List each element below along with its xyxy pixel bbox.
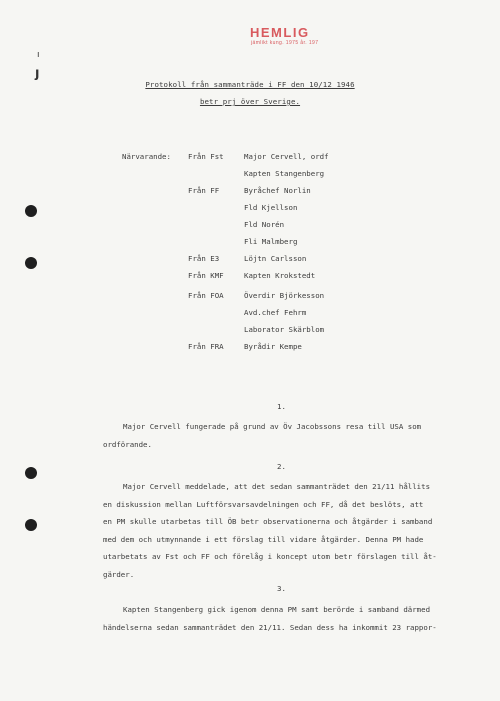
group-from: Från FRA <box>188 342 224 351</box>
attendance-label: Närvarande: <box>122 152 171 161</box>
attendee-name: Laborator Skärblom <box>244 325 325 334</box>
section-number-2: 2. <box>277 462 286 471</box>
attendee-name: Major Cervell, ordf <box>244 152 329 161</box>
section-number-1: 1. <box>277 402 286 411</box>
title-line-1: Protokoll från sammanträde i FF den 10/12 1946 <box>145 80 355 89</box>
attendee-name: Kapten Krokstedt <box>244 271 316 280</box>
attendee-name: Överdir Björkesson <box>244 291 325 300</box>
text-line: en diskussion mellan Luftförsvarsavdelningen och FF, då det beslöts, att <box>103 499 424 509</box>
text-line: med dem och utmynnande i ett förslag till vidare åtgärder. Denna PM hade <box>103 534 424 544</box>
text-line: en PM skulle utarbetas till ÖB betr observationerna och åtgärder i samband <box>103 517 433 527</box>
punch-hole-1 <box>25 205 37 217</box>
attendee-name: Byråchef Norlin <box>244 186 311 195</box>
group-from: Från E3 <box>188 254 220 263</box>
punch-hole-2 <box>25 257 37 269</box>
stamp-subtitle: jämlikt kung. 1975 år. 197 <box>251 40 319 46</box>
section-1-text <box>103 418 473 453</box>
group-from: Från FOA <box>188 291 224 300</box>
text-line: Kapten Stangenberg gick igenom denna PM samt berörde i samband därmed <box>123 605 431 614</box>
section-number-3: 3. <box>277 584 286 593</box>
attendee-name: Kapten Stangenberg <box>244 169 325 178</box>
attendee-name: Löjtn Carlsson <box>244 254 307 263</box>
attendee-name: Avd.chef Fehrm <box>244 308 307 317</box>
text-line: utarbetats av Fst och FF och förelåg i koncept utom betr förslagen till åt- <box>103 552 437 562</box>
attendee-name: Fld Kjellson <box>244 203 298 212</box>
section-3-text <box>103 601 473 636</box>
attendee-name: Byrådir Kempe <box>244 342 302 351</box>
group-from: Från FF <box>188 186 220 195</box>
attendee-name: Fld Norén <box>244 220 285 229</box>
classification-stamp <box>250 26 318 46</box>
group-from: Från Fst <box>188 152 224 161</box>
text-line: gärder. <box>103 569 135 579</box>
attendee-name: Fli Malmberg <box>244 237 298 246</box>
stamp-title: HEMLIG <box>250 25 310 40</box>
section-2-text <box>103 478 473 584</box>
margin-mark-top: ı <box>37 50 40 60</box>
text-line: Major Cervell fungerade på grund av Öv Jacobssons resa till USA som <box>123 422 422 431</box>
punch-hole-4 <box>25 519 37 531</box>
margin-mark-hook: ȷ <box>35 66 40 81</box>
text-line: händelserna sedan sammanträdet den 21/11. Sedan dess ha inkommit 23 rappor- <box>103 622 437 632</box>
title-line-2: betr prj över Sverige. <box>199 97 301 106</box>
group-from: Från KMF <box>188 271 224 280</box>
text-line: ordförande. <box>103 439 152 449</box>
text-line: Major Cervell meddelade, att det sedan sammanträdet den 21/11 hållits <box>123 482 431 491</box>
